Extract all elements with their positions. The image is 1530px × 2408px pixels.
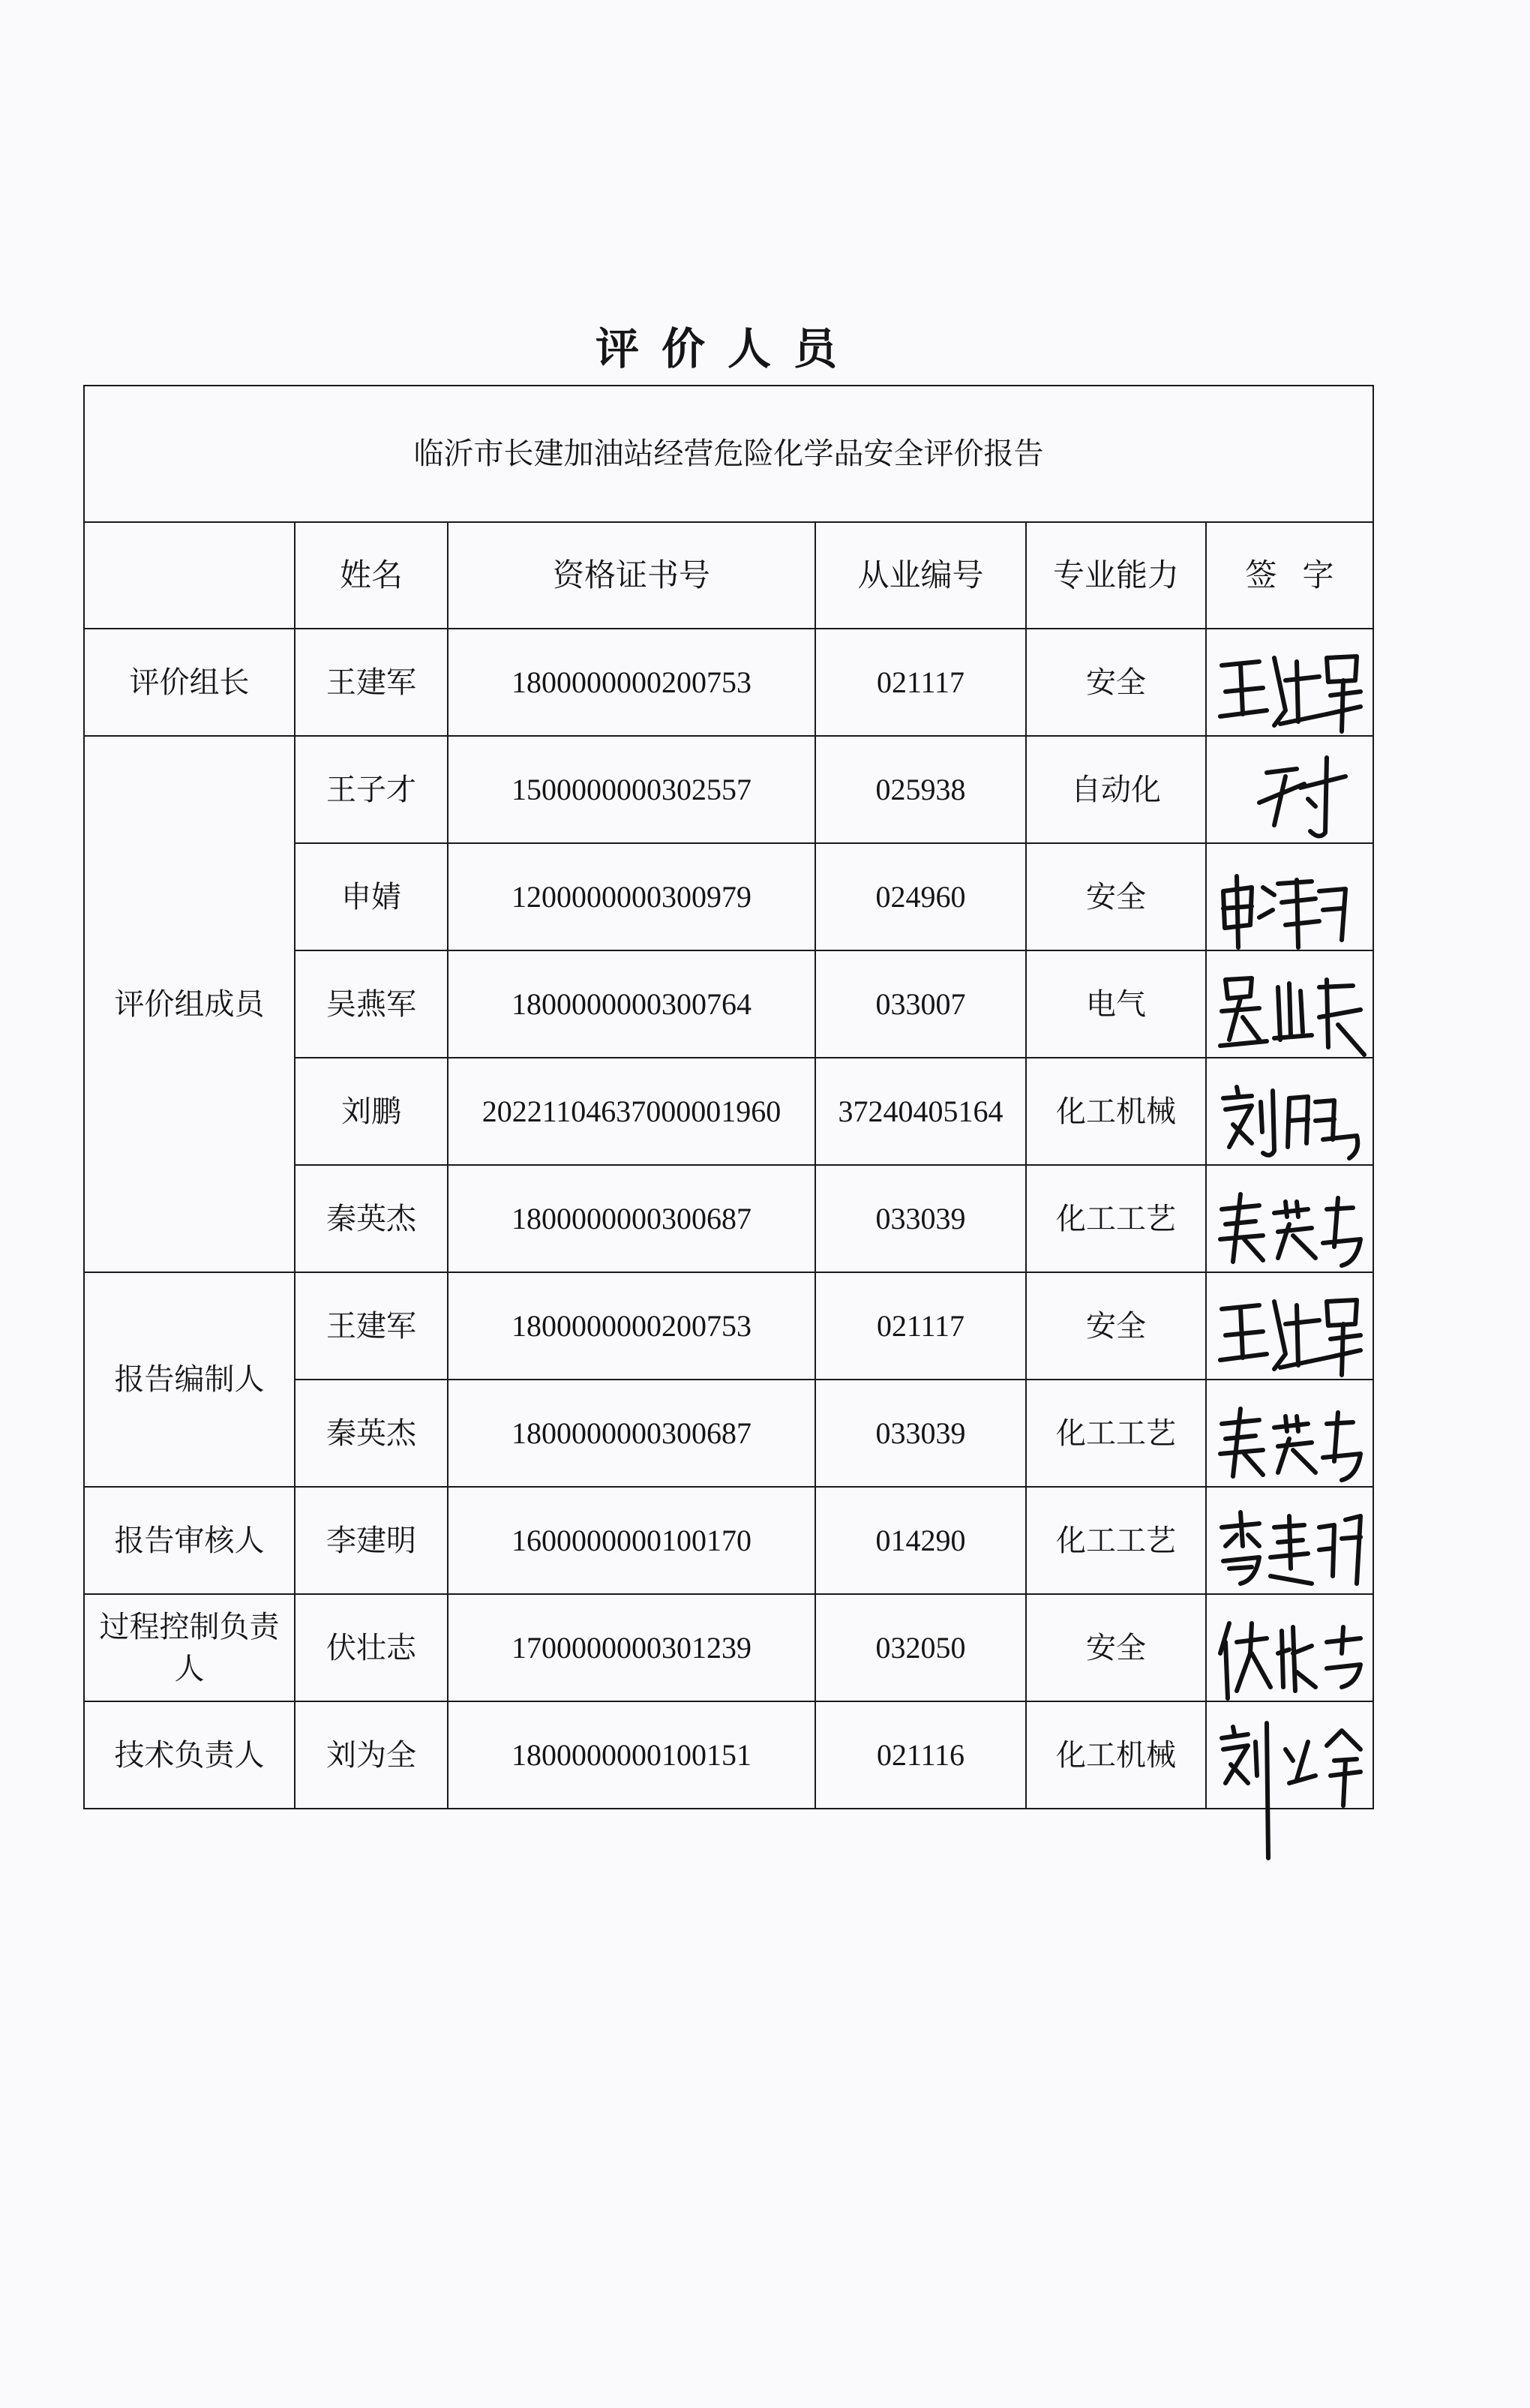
header-name: 姓名 bbox=[295, 522, 448, 629]
table-row bbox=[84, 1272, 1373, 1380]
role-cell-leader: 评价组长 bbox=[84, 629, 295, 736]
evaluator-table bbox=[83, 385, 1374, 1809]
practice-no-cell: 021117 bbox=[815, 1272, 1026, 1380]
practice-no-cell: 033039 bbox=[815, 1380, 1026, 1487]
report-title: 临沂市长建加油站经营危险化学品安全评价报告 bbox=[84, 386, 1373, 522]
signature-cell bbox=[1206, 950, 1373, 1058]
role-cell-reviewer: 报告审核人 bbox=[84, 1487, 295, 1594]
competence-cell: 安全 bbox=[1026, 629, 1206, 736]
header-role-blank bbox=[84, 522, 295, 629]
competence-cell: 自动化 bbox=[1026, 736, 1206, 843]
practice-no-cell: 025938 bbox=[815, 736, 1026, 843]
practice-no-cell: 37240405164 bbox=[815, 1058, 1026, 1165]
handwritten-signature bbox=[1214, 1601, 1364, 1706]
page-title: 评价人员 bbox=[595, 323, 860, 374]
signature-cell bbox=[1206, 629, 1373, 736]
signature-cell bbox=[1206, 1487, 1373, 1594]
handwritten-signature bbox=[1214, 1494, 1364, 1599]
certificate-cell: 1800000000200753 bbox=[448, 1272, 815, 1380]
name-cell: 申婧 bbox=[295, 843, 448, 950]
practice-no-cell: 033039 bbox=[815, 1165, 1026, 1272]
role-cell-compiler: 报告编制人 bbox=[84, 1272, 295, 1487]
header-signature: 签字 bbox=[1206, 522, 1373, 629]
table-row bbox=[84, 629, 1373, 736]
table-row bbox=[84, 736, 1373, 843]
practice-no-cell: 021116 bbox=[815, 1701, 1026, 1809]
handwritten-signature bbox=[1214, 1279, 1364, 1384]
certificate-cell: 1200000000300979 bbox=[448, 843, 815, 950]
name-cell: 伏壮志 bbox=[295, 1594, 448, 1701]
header-competence: 专业能力 bbox=[1026, 522, 1206, 629]
competence-cell: 化工工艺 bbox=[1026, 1487, 1206, 1594]
handwritten-signature bbox=[1214, 1708, 1364, 1813]
practice-no-cell: 033007 bbox=[815, 950, 1026, 1058]
competence-cell: 化工工艺 bbox=[1026, 1380, 1206, 1487]
certificate-cell: 1600000000100170 bbox=[448, 1487, 815, 1594]
signature-cell bbox=[1206, 1165, 1373, 1272]
header-practice-no: 从业编号 bbox=[815, 522, 1026, 629]
handwritten-signature bbox=[1214, 957, 1364, 1062]
certificate-cell: 20221104637000001960 bbox=[448, 1058, 815, 1165]
role-label: 过程控制负责人 bbox=[99, 1609, 280, 1686]
name-cell: 吴燕军 bbox=[295, 950, 448, 1058]
signature-cell bbox=[1206, 1380, 1373, 1487]
table-row bbox=[84, 1487, 1373, 1594]
name-cell: 刘鹏 bbox=[295, 1058, 448, 1165]
certificate-cell: 1800000000200753 bbox=[448, 629, 815, 736]
role-cell-tech-lead: 技术负责人 bbox=[84, 1701, 295, 1809]
handwritten-signature bbox=[1214, 743, 1364, 848]
competence-cell: 化工机械 bbox=[1026, 1058, 1206, 1165]
table-row bbox=[84, 1594, 1373, 1701]
name-cell: 秦英杰 bbox=[295, 1380, 448, 1487]
competence-cell: 安全 bbox=[1026, 843, 1206, 950]
competence-cell: 化工工艺 bbox=[1026, 1165, 1206, 1272]
name-cell: 王子才 bbox=[295, 736, 448, 843]
signature-cell bbox=[1206, 1701, 1373, 1809]
certificate-cell: 1500000000302557 bbox=[448, 736, 815, 843]
header-certificate: 资格证书号 bbox=[448, 522, 815, 629]
name-cell: 刘为全 bbox=[295, 1701, 448, 1809]
name-cell: 王建军 bbox=[295, 629, 448, 736]
signature-cell bbox=[1206, 1594, 1373, 1701]
certificate-cell: 1800000000300687 bbox=[448, 1380, 815, 1487]
name-cell: 王建军 bbox=[295, 1272, 448, 1380]
name-cell: 秦英杰 bbox=[295, 1165, 448, 1272]
table-row bbox=[84, 1701, 1373, 1809]
signature-cell bbox=[1206, 736, 1373, 843]
handwritten-signature bbox=[1214, 1064, 1364, 1169]
header-row bbox=[84, 522, 1373, 629]
certificate-cell: 1800000000300764 bbox=[448, 950, 815, 1058]
practice-no-cell: 024960 bbox=[815, 843, 1026, 950]
handwritten-signature bbox=[1214, 850, 1364, 955]
competence-cell: 化工机械 bbox=[1026, 1701, 1206, 1809]
role-cell-members: 评价组成员 bbox=[84, 736, 295, 1272]
signature-cell bbox=[1206, 843, 1373, 950]
signature-cell bbox=[1206, 1058, 1373, 1165]
certificate-cell: 1800000000100151 bbox=[448, 1701, 815, 1809]
competence-cell: 安全 bbox=[1026, 1272, 1206, 1380]
competence-cell: 安全 bbox=[1026, 1594, 1206, 1701]
competence-cell: 电气 bbox=[1026, 950, 1206, 1058]
certificate-cell: 1800000000300687 bbox=[448, 1165, 815, 1272]
name-cell: 李建明 bbox=[295, 1487, 448, 1594]
practice-no-cell: 014290 bbox=[815, 1487, 1026, 1594]
certificate-cell: 1700000000301239 bbox=[448, 1594, 815, 1701]
practice-no-cell: 021117 bbox=[815, 629, 1026, 736]
handwritten-signature bbox=[1214, 1386, 1364, 1491]
handwritten-signature bbox=[1214, 1172, 1364, 1277]
handwritten-signature bbox=[1214, 635, 1364, 740]
practice-no-cell: 032050 bbox=[815, 1594, 1026, 1701]
signature-cell bbox=[1206, 1272, 1373, 1380]
role-cell-process-control bbox=[84, 1594, 295, 1701]
